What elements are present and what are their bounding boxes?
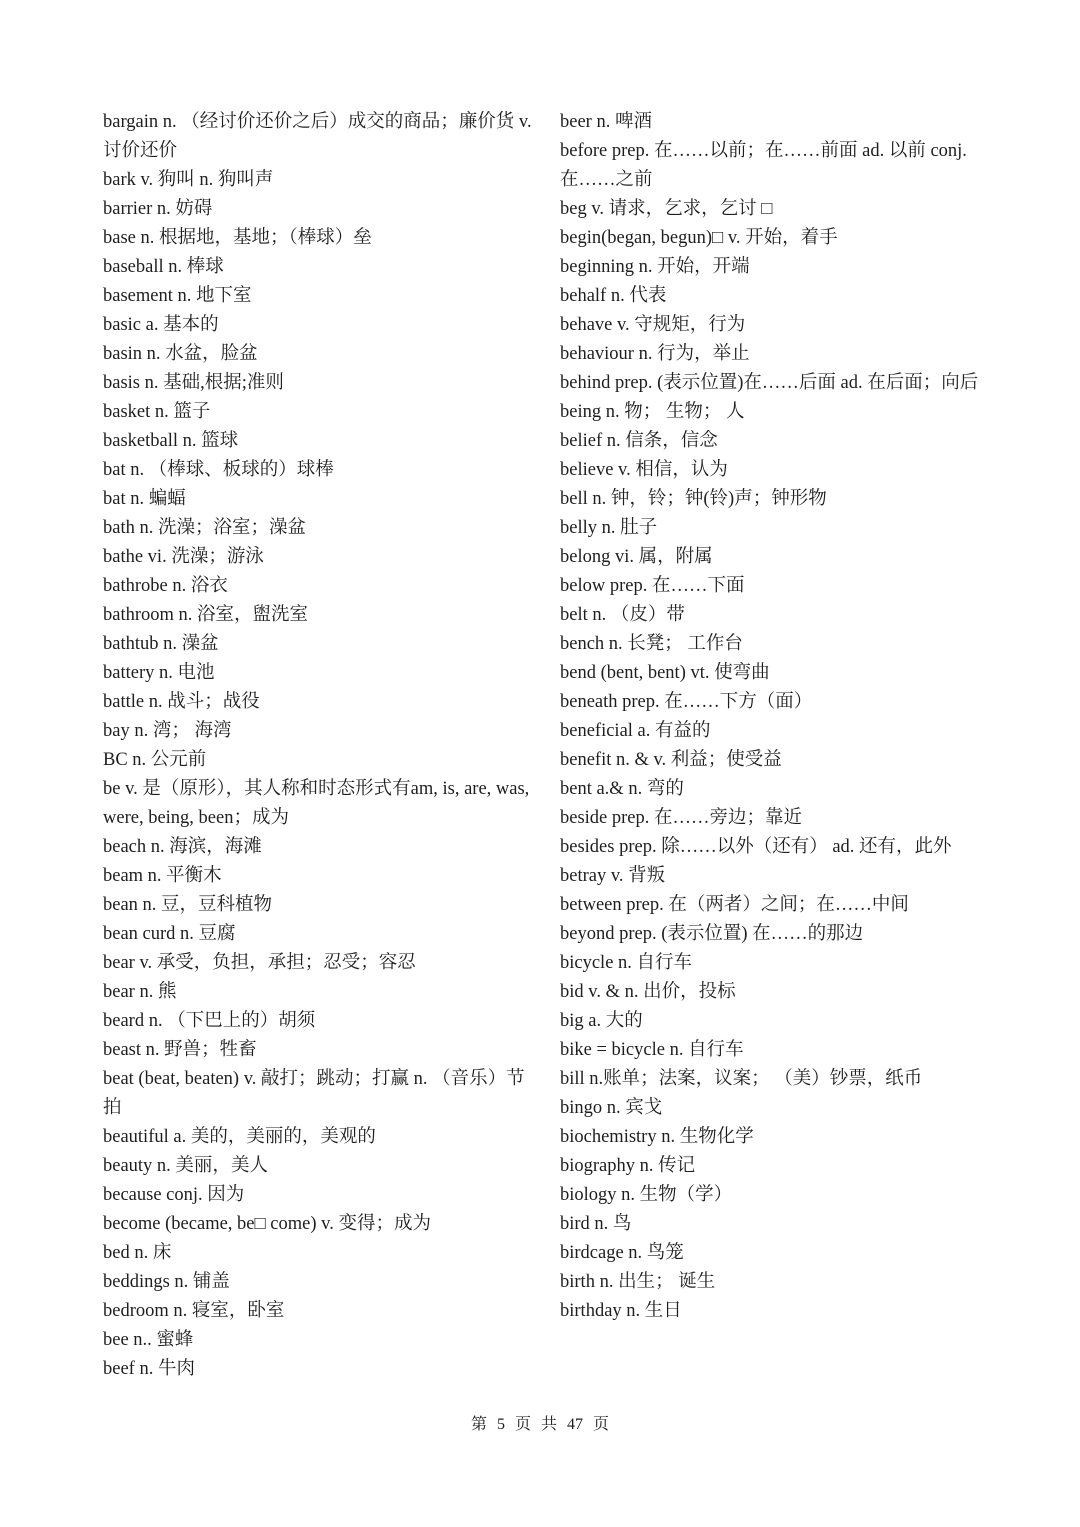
vocab-entry: basketball n. 篮球 bbox=[103, 431, 239, 451]
vocab-entry: bathe vi. 洗澡；游泳 bbox=[103, 547, 264, 567]
vocab-entry: beauty n. 美丽，美人 bbox=[103, 1156, 268, 1176]
vocab-entry: belief n. 信条，信念 bbox=[560, 431, 718, 451]
vocab-entry: below prep. 在……下面 bbox=[560, 576, 745, 596]
vocab-entry: beard n. （下巴上的）胡须 bbox=[103, 1011, 316, 1031]
vocab-entry: birthday n. 生日 bbox=[560, 1301, 682, 1321]
vocab-entry: be v. 是（原形），其人称和时态形式有am, is, are, was, were, being, been；成为 bbox=[103, 779, 530, 828]
vocab-entry: betray v. 背叛 bbox=[560, 866, 666, 886]
left-column bbox=[103, 108, 533, 1384]
vocab-entry: beast n. 野兽；牲畜 bbox=[103, 1040, 257, 1060]
vocab-entry: beside prep. 在……旁边；靠近 bbox=[560, 808, 803, 828]
vocab-entry: beginning n. 开始，开端 bbox=[560, 257, 750, 277]
vocab-entry: big a. 大的 bbox=[560, 1011, 643, 1031]
vocab-entry: bent a.& n. 弯的 bbox=[560, 779, 684, 799]
vocab-entry: bat n. （棒球、板球的）球棒 bbox=[103, 460, 334, 480]
vocab-entry: because conj. 因为 bbox=[103, 1185, 245, 1205]
vocab-entry: bean n. 豆，豆科植物 bbox=[103, 895, 273, 915]
vocab-entry: between prep. 在（两者）之间；在……中间 bbox=[560, 895, 909, 915]
vocab-entry: bill n.账单；法案，议案； （美）钞票，纸币 bbox=[560, 1069, 923, 1089]
vocab-entry: bingo n. 宾戈 bbox=[560, 1098, 663, 1118]
vocab-entry: biography n. 传记 bbox=[560, 1156, 696, 1176]
vocab-entry: biology n. 生物（学） bbox=[560, 1185, 733, 1205]
vocab-entry: behave v. 守规矩，行为 bbox=[560, 315, 746, 335]
vocab-entry: birth n. 出生； 诞生 bbox=[560, 1272, 716, 1292]
vocab-entry: baseball n. 棒球 bbox=[103, 257, 224, 277]
vocab-entry: basin n. 水盆，脸盆 bbox=[103, 344, 258, 364]
vocab-entry: bear n. 熊 bbox=[103, 982, 177, 1002]
vocab-entry: bathroom n. 浴室，盥洗室 bbox=[103, 605, 309, 625]
vocab-entry: basket n. 篮子 bbox=[103, 402, 211, 422]
vocab-entry: biochemistry n. 生物化学 bbox=[560, 1127, 754, 1147]
vocab-entry: beddings n. 铺盖 bbox=[103, 1272, 230, 1292]
vocab-entry: barrier n. 妨碍 bbox=[103, 199, 213, 219]
vocab-entry: bargain n. （经讨价还价之后）成交的商品；廉价货 v. 讨价还价 bbox=[103, 112, 532, 161]
vocab-entry: belong vi. 属，附属 bbox=[560, 547, 713, 567]
vocab-entry: birdcage n. 鸟笼 bbox=[560, 1243, 684, 1263]
vocab-entry: bedroom n. 寝室，卧室 bbox=[103, 1301, 285, 1321]
vocab-entry: behaviour n. 行为，举止 bbox=[560, 344, 750, 364]
vocab-entry: bid v. & n. 出价，投标 bbox=[560, 982, 736, 1002]
vocab-entry: behalf n. 代表 bbox=[560, 286, 667, 306]
vocab-entry: BC n. 公元前 bbox=[103, 750, 207, 770]
vocab-entry: beat (beat, beaten) v. 敲打；跳动；打赢 n. （音乐）节拍 bbox=[103, 1069, 525, 1118]
vocab-entry: bird n. 鸟 bbox=[560, 1214, 632, 1234]
vocab-entry: bicycle n. 自行车 bbox=[560, 953, 693, 973]
vocab-entry: begin(began, begun)□ v. 开始，着手 bbox=[560, 228, 838, 248]
vocab-entry: basis n. 基础,根据;准则 bbox=[103, 373, 284, 393]
vocab-entry: being n. 物； 生物； 人 bbox=[560, 402, 745, 422]
vocab-entry: bear v. 承受，负担，承担；忍受；容忍 bbox=[103, 953, 416, 973]
vocab-entry: beam n. 平衡木 bbox=[103, 866, 222, 886]
vocab-entry: bay n. 湾； 海湾 bbox=[103, 721, 232, 741]
vocab-entry: beneath prep. 在……下方（面） bbox=[560, 692, 813, 712]
vocab-entry: beach n. 海滨，海滩 bbox=[103, 837, 262, 857]
vocab-entry: before prep. 在……以前；在……前面 ad. 以前 conj. 在……之前 bbox=[560, 141, 967, 190]
vocab-entry: bat n. 蝙蝠 bbox=[103, 489, 186, 509]
vocab-entry: bend (bent, bent) vt. 使弯曲 bbox=[560, 663, 770, 683]
vocab-entry: become (became, be□ come) v. 变得；成为 bbox=[103, 1214, 431, 1234]
vocab-entry: battery n. 电池 bbox=[103, 663, 215, 683]
vocab-entry: bathrobe n. 浴衣 bbox=[103, 576, 228, 596]
vocab-entry: belly n. 肚子 bbox=[560, 518, 658, 538]
vocab-entry: beef n. 牛肉 bbox=[103, 1359, 195, 1379]
vocab-entry: beer n. 啤酒 bbox=[560, 112, 652, 132]
vocab-entry: bench n. 长凳； 工作台 bbox=[560, 634, 743, 654]
vocab-entry: beg v. 请求，乞求，乞讨 □ bbox=[560, 199, 773, 219]
vocab-entry: bark v. 狗叫 n. 狗叫声 bbox=[103, 170, 274, 190]
vocab-entry: beautiful a. 美的，美丽的，美观的 bbox=[103, 1127, 376, 1147]
vocab-entry: base n. 根据地，基地；（棒球）垒 bbox=[103, 228, 372, 248]
vocab-entry: believe v. 相信，认为 bbox=[560, 460, 728, 480]
vocab-entry: bell n. 钟，铃；钟(铃)声；钟形物 bbox=[560, 489, 827, 509]
vocab-entry: besides prep. 除……以外（还有） ad. 还有，此外 bbox=[560, 837, 952, 857]
vocab-entry: benefit n. & v. 利益；使受益 bbox=[560, 750, 782, 770]
vocab-entry: bathtub n. 澡盆 bbox=[103, 634, 219, 654]
vocab-entry: beyond prep. (表示位置) 在……的那边 bbox=[560, 924, 864, 944]
vocab-entry: bee n.. 蜜蜂 bbox=[103, 1330, 194, 1350]
vocab-entry: belt n. （皮）带 bbox=[560, 605, 685, 625]
vocab-entry: basic a. 基本的 bbox=[103, 315, 219, 335]
vocab-entry: bed n. 床 bbox=[103, 1243, 172, 1263]
vocab-entry: bean curd n. 豆腐 bbox=[103, 924, 236, 944]
vocab-entry: bike = bicycle n. 自行车 bbox=[560, 1040, 744, 1060]
vocab-entry: battle n. 战斗；战役 bbox=[103, 692, 260, 712]
right-column bbox=[560, 108, 1000, 1326]
vocab-entry: basement n. 地下室 bbox=[103, 286, 252, 306]
vocab-entry: bath n. 洗澡；浴室；澡盆 bbox=[103, 518, 306, 538]
vocab-entry: behind prep. (表示位置)在……后面 ad. 在后面；向后 bbox=[560, 373, 979, 393]
vocab-entry: beneficial a. 有益的 bbox=[560, 721, 711, 741]
page-footer: 第 5 页 共 47 页 bbox=[470, 1416, 609, 1433]
